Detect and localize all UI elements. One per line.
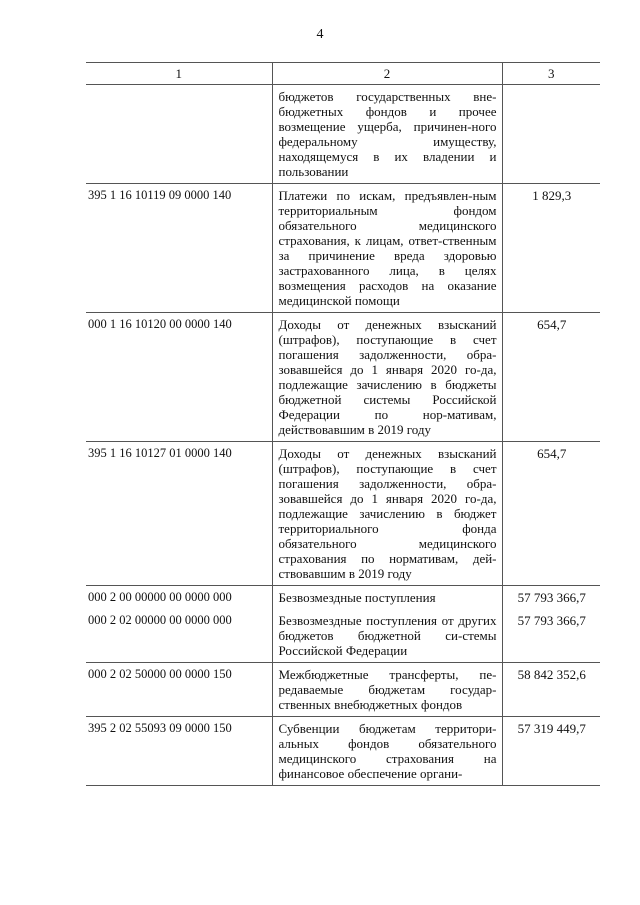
table-row	[86, 313, 600, 442]
column-number-1: 1	[86, 63, 272, 85]
revenue-description: Субвенции бюджетам территори-альных фондов обязательного медицинского страхования на финансовое обеспечение органи-	[272, 717, 502, 786]
column-number-2: 2	[272, 63, 502, 85]
revenue-description: Доходы от денежных взысканий (штрафов), поступающие в счет погашения задолженности, обра-зовавшейся до 1 января 2020 го-да, подлежащие зачислению в бюджет территориального фонда обязательного медицинского страхования по нормативам, дей-ствовавшим в 2019 году	[272, 442, 502, 586]
amount	[502, 85, 600, 184]
table-row	[86, 663, 600, 717]
table-row	[86, 586, 600, 610]
column-number-3: 3	[502, 63, 600, 85]
budget-code: 000 2 02 50000 00 0000 150	[86, 663, 272, 717]
budget-code: 000 2 00 00000 00 0000 000	[88, 590, 232, 604]
revenue-description: Безвозмездные поступления	[272, 586, 502, 610]
budget-code: 395 1 16 10119 09 0000 140	[86, 184, 272, 313]
revenue-description: Межбюджетные трансферты, пе-редаваемые бюджетам государ-ственных внебюджетных фондов	[272, 663, 502, 717]
table-row	[86, 717, 600, 786]
revenue-description: Безвозмездные поступления от других бюджетов бюджетной си-стемы Российской Федерации	[272, 609, 502, 663]
table-row	[86, 184, 600, 313]
revenue-description: Доходы от денежных взысканий (штрафов), поступающие в счет погашения задолженности, обра-зовавшейся до 1 января 2020 го-да, подлежащие зачислению в бюджеты бюджетной системы Российской Федерации по нор-мативам, действовавшим в 2019 году	[272, 313, 502, 442]
column-number-row	[86, 63, 600, 85]
budget-code	[86, 85, 272, 184]
revenue-description: бюджетов государственных вне-бюджетных фондов и прочее возмещение ущерба, причинен-ного федеральному имуществу, находящемуся в их владении и пользовании	[272, 85, 502, 184]
page-number: 4	[316, 27, 324, 42]
table-row	[86, 442, 600, 586]
amount: 57 793 366,7	[502, 586, 600, 610]
budget-code: 395 2 02 55093 09 0000 150	[86, 717, 272, 786]
amount: 654,7	[502, 442, 600, 586]
table-row	[86, 85, 600, 184]
budget-code: 395 1 16 10127 01 0000 140	[86, 442, 272, 586]
amount: 57 793 366,7	[502, 609, 600, 663]
amount: 58 842 352,6	[502, 663, 600, 717]
revenue-description: Платежи по искам, предъявлен-ным территориальным фондом обязательного медицинского страхования, к лицам, ответ-ственным за причинение вреда здоровью застрахованного лица, в целях возмещения расходов на оказание медицинской помощи	[272, 184, 502, 313]
amount: 654,7	[502, 313, 600, 442]
budget-code: 000 1 16 10120 00 0000 140	[86, 313, 272, 442]
table-row	[86, 609, 600, 663]
budget-code: 000 2 02 00000 00 0000 000	[86, 609, 272, 663]
amount: 57 319 449,7	[502, 717, 600, 786]
amount: 1 829,3	[502, 184, 600, 313]
budget-revenue-table	[86, 62, 600, 786]
